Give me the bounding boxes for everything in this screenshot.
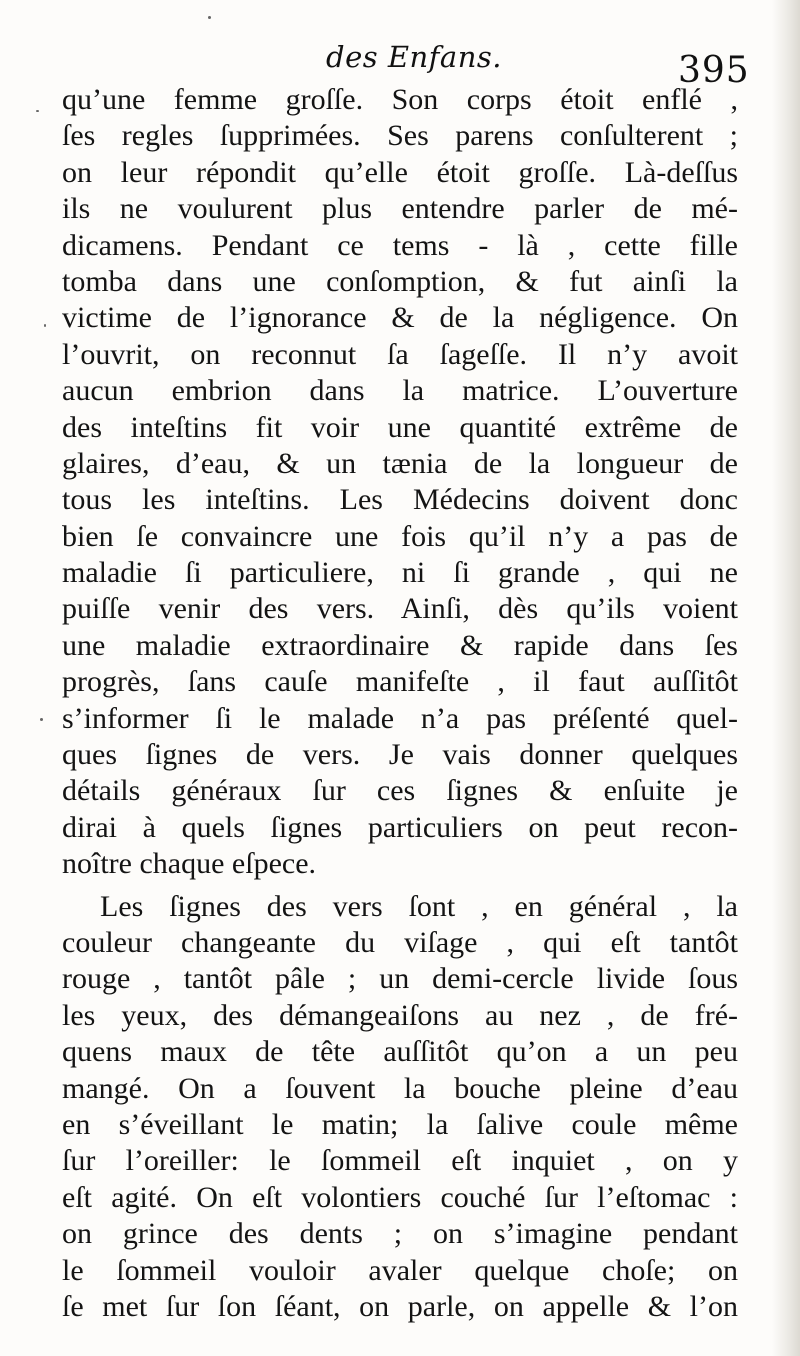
text-line: détails généraux ſur ces ſignes & enſuite je: [62, 774, 738, 808]
text-line: puiſſe venir des vers. Ainſi, dès qu’ils voient: [62, 592, 738, 626]
text-line: ques ſignes de vers. Je vais donner quelques: [62, 738, 738, 772]
text-line: le ſommeil vouloir avaler quelque choſe; on: [62, 1253, 738, 1287]
page-edge-shadow: [772, 0, 800, 1356]
text-line: qu’une femme groſſe. Son corps étoit enflé ,: [62, 83, 738, 116]
text-line: glaires, d’eau, & un tænia de la longueur de: [62, 446, 738, 480]
text-line: dicamens. Pendant ce tems - là , cette fille: [62, 228, 738, 262]
text-line: une maladie extraordinaire & rapide dans ſes: [62, 628, 738, 662]
text-line: ſes regles ſupprimées. Ses parens conſulterent ;: [62, 119, 738, 153]
text-line: tomba dans une conſomption, & fut ainſi la: [62, 264, 738, 298]
text-line: victime de l’ignorance & de la négligence. On: [62, 301, 738, 335]
text-line: tous les inteſtins. Les Médecins doivent donc: [62, 483, 738, 517]
text-line: couleur changeante du viſage , qui eſt tantôt: [62, 925, 738, 959]
print-speck: [44, 324, 46, 327]
text-line: noître chaque eſpece.: [62, 847, 317, 881]
text-line: ſur l’oreiller: le ſommeil eſt inquiet , on y: [62, 1144, 738, 1178]
page-number: 395: [678, 50, 750, 91]
text-line: quens maux de tête auſſitôt qu’on a un peu: [62, 1035, 738, 1069]
text-line: mangé. On a ſouvent la bouche pleine d’eau: [62, 1071, 738, 1105]
text-line: des inteſtins fit voir une quantité extrême de: [62, 410, 738, 444]
text-line: maladie ſi particuliere, ni ſi grande , qui ne: [62, 556, 738, 590]
text-line: en s’éveillant le matin; la ſalive coule même: [62, 1107, 738, 1141]
text-line: dirai à quels ſignes particuliers on peut recon-: [62, 810, 738, 844]
text-line: eſt agité. On eſt volontiers couché ſur l’eſtomac :: [62, 1180, 738, 1214]
text-line: ſe met ſur ſon ſéant, on parle, on appelle & l’on: [62, 1289, 738, 1323]
text-line: les yeux, des démangeaiſons au nez , de fré-: [62, 998, 738, 1032]
text-line: l’ouvrit, on reconnut ſa ſageſſe. Il n’y avoit: [62, 337, 738, 371]
text-line: on leur répondit qu’elle étoit groſſe. Là-deſſus: [62, 155, 738, 189]
body-text: [62, 82, 738, 1325]
page-header: [0, 38, 800, 91]
print-speck: [36, 110, 39, 112]
text-line: on grince des dents ; on s’imagine pendant: [62, 1217, 738, 1251]
text-line: Les ſignes des vers ſont , en général , la: [100, 889, 738, 923]
print-speck: [208, 16, 211, 19]
text-line: ils ne voulurent plus entendre parler de mé-: [62, 192, 738, 226]
text-line: bien ſe convaincre une fois qu’il n’y a pas de: [62, 519, 738, 553]
running-title: des Enfans.: [326, 40, 502, 74]
paragraph-1: [62, 82, 738, 883]
text-line: aucun embrion dans la matrice. L’ouverture: [62, 374, 738, 408]
print-speck: [40, 718, 43, 721]
paragraph-2: [62, 889, 738, 1326]
text-line: s’informer ſi le malade n’a pas préſenté quel-: [62, 701, 738, 735]
text-line: rouge , tantôt pâle ; un demi-cercle livide ſous: [62, 962, 738, 996]
text-line: progrès, ſans cauſe manifeſte , il faut auſſitôt: [62, 665, 738, 699]
